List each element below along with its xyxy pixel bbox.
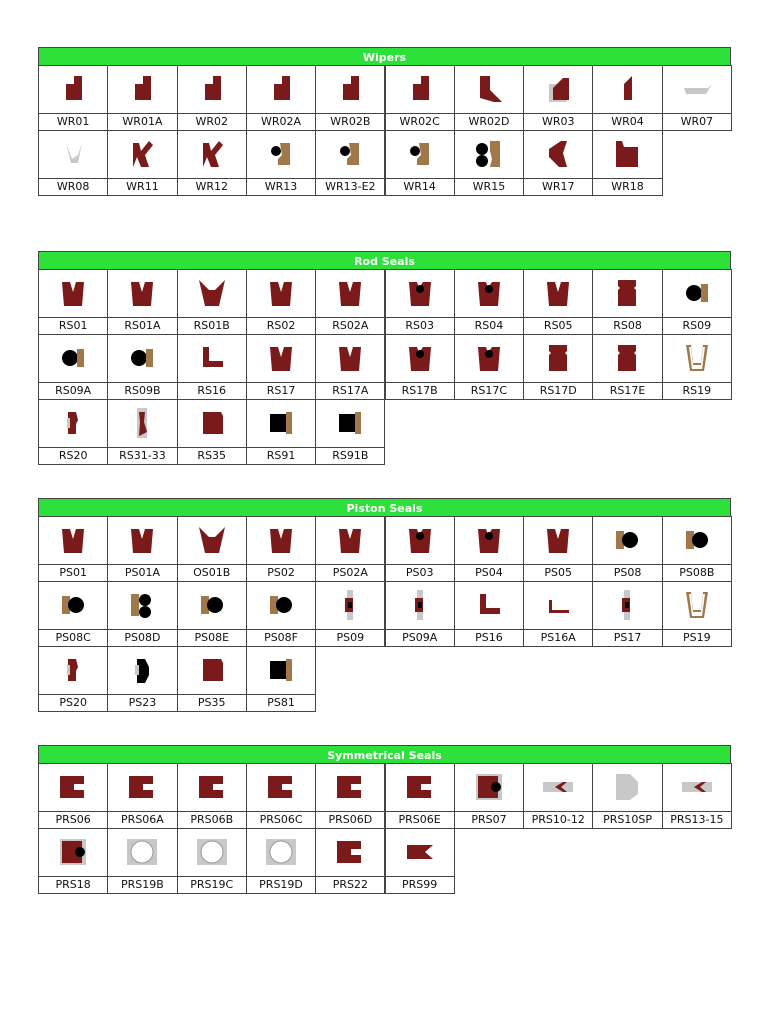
seal-label: PS09	[316, 629, 384, 646]
c-profile-seal-icon	[266, 772, 296, 802]
seal-item[interactable]	[177, 130, 247, 196]
step-oring-seal-icon	[197, 590, 227, 620]
seal-label: RS17E	[593, 382, 661, 399]
wiper-profile-icon	[58, 74, 88, 104]
c-profile-seal-icon	[58, 772, 88, 802]
seal-label: PS09A	[386, 629, 454, 646]
seal-label: WR02D	[455, 113, 523, 130]
step-oring-seal-icon	[682, 525, 712, 555]
seal-item[interactable]	[315, 130, 385, 196]
seal-label: RS20	[39, 447, 107, 464]
section-piston-seals	[38, 498, 731, 712]
wiper-cased-icon	[543, 74, 573, 104]
seal-label: PS02	[247, 564, 315, 581]
wiper-profile-icon	[266, 74, 296, 104]
u-cup-oring-icon	[474, 278, 504, 308]
square-seal-icon	[197, 655, 227, 685]
wiper-profile-icon	[405, 74, 435, 104]
seal-item[interactable]	[454, 130, 524, 196]
seal-label: PS03	[386, 564, 454, 581]
seal-label: RS17C	[455, 382, 523, 399]
seal-label: RS09B	[108, 382, 176, 399]
seal-label: PRS07	[455, 811, 523, 828]
block-seal-icon	[612, 343, 642, 373]
seal-label: PRS19C	[178, 876, 246, 893]
seal-label: RS17A	[316, 382, 384, 399]
l-profile-seal-icon	[474, 590, 504, 620]
seal-item[interactable]	[246, 130, 316, 196]
seal-label: WR02B	[316, 113, 384, 130]
u-cup-seal-icon	[127, 525, 157, 555]
step-oring-seal-icon	[266, 590, 296, 620]
wiper-large-lip-icon	[474, 74, 504, 104]
seal-label: PS19	[663, 629, 731, 646]
flag-seal-icon	[405, 837, 435, 867]
u-cup-oring-icon	[405, 525, 435, 555]
u-cup-oring-icon	[474, 525, 504, 555]
seal-label: PRS13-15	[663, 811, 731, 828]
seal-label: PS16	[455, 629, 523, 646]
v-seal-icon	[197, 525, 227, 555]
seal-item[interactable]	[523, 130, 593, 196]
seal-item[interactable]	[385, 763, 455, 829]
seal-label: RS31-33	[108, 447, 176, 464]
section-wipers	[38, 47, 731, 196]
seal-label: RS91	[247, 447, 315, 464]
seal-item[interactable]	[523, 763, 593, 829]
seal-item[interactable]	[523, 269, 593, 335]
seal-label: RS17B	[386, 382, 454, 399]
seal-item[interactable]	[385, 581, 455, 647]
seal-label: RS05	[524, 317, 592, 334]
seal-label: RS02A	[316, 317, 384, 334]
c-profile-seal-icon	[335, 837, 365, 867]
oring-step-seal-icon	[682, 278, 712, 308]
compact-piston-seal-icon	[612, 590, 642, 620]
u-cup-seal-icon	[266, 343, 296, 373]
seal-label: PS01	[39, 564, 107, 581]
grey-ring-seal-icon	[197, 837, 227, 867]
grey-ring-seal-icon	[127, 837, 157, 867]
seal-label: RS91B	[316, 447, 384, 464]
seal-label: WR02C	[386, 113, 454, 130]
compact-piston-seal-icon	[335, 590, 365, 620]
seal-item[interactable]	[38, 516, 108, 582]
seal-item[interactable]	[315, 516, 385, 582]
seal-label: RS03	[386, 317, 454, 334]
seal-item[interactable]	[38, 399, 108, 465]
seal-label: PRS06B	[178, 811, 246, 828]
seal-label: PS08B	[663, 564, 731, 581]
step-oring-seal-icon	[612, 525, 642, 555]
section-symmetrical-seals	[38, 745, 731, 894]
u-cup-seal-icon	[58, 278, 88, 308]
seal-item[interactable]	[107, 269, 177, 335]
wiper-oring-energized-icon	[405, 139, 435, 169]
seal-item[interactable]	[38, 581, 108, 647]
seal-label: WR01	[39, 113, 107, 130]
seal-item[interactable]	[385, 269, 455, 335]
small-block-seal-icon	[58, 655, 88, 685]
seal-label: PS08F	[247, 629, 315, 646]
seal-label: PS81	[247, 694, 315, 711]
wiper-double-oring-icon	[474, 139, 504, 169]
section-rod-seals	[38, 251, 731, 465]
u-cup-seal-icon	[543, 278, 573, 308]
seal-label: RS16	[178, 382, 246, 399]
item-grid	[38, 270, 731, 465]
item-grid	[38, 66, 731, 196]
seal-item[interactable]	[177, 399, 247, 465]
seal-item[interactable]	[592, 269, 662, 335]
small-block-seal-icon	[58, 408, 88, 438]
seal-label: RS17D	[524, 382, 592, 399]
seal-label: WR11	[108, 178, 176, 195]
wiper-grey-flat-icon	[682, 74, 712, 104]
seal-label: PRS22	[316, 876, 384, 893]
seal-item[interactable]	[38, 763, 108, 829]
seal-item[interactable]	[454, 334, 524, 400]
seal-item[interactable]	[246, 269, 316, 335]
u-cup-seal-icon	[266, 525, 296, 555]
seal-item[interactable]	[38, 65, 108, 131]
seal-item[interactable]	[246, 399, 316, 465]
seal-label: WR02A	[247, 113, 315, 130]
black-block-seal-icon	[335, 408, 365, 438]
seal-item[interactable]	[315, 65, 385, 131]
seal-item[interactable]	[454, 516, 524, 582]
seal-item[interactable]	[177, 646, 247, 712]
seal-item[interactable]	[107, 763, 177, 829]
seal-item[interactable]	[454, 763, 524, 829]
seal-item[interactable]	[385, 65, 455, 131]
wiper-double-lip-icon	[197, 139, 227, 169]
seal-item[interactable]	[107, 581, 177, 647]
seal-label: WR08	[39, 178, 107, 195]
seal-item[interactable]	[315, 828, 385, 894]
u-cup-seal-icon	[58, 525, 88, 555]
seal-item[interactable]	[107, 399, 177, 465]
seal-label: RS17	[247, 382, 315, 399]
wiper-grey-v-icon	[58, 139, 88, 169]
seal-label: PS05	[524, 564, 592, 581]
grey-ring-seal-icon	[266, 837, 296, 867]
seal-item[interactable]	[177, 269, 247, 335]
seal-item[interactable]	[523, 65, 593, 131]
seal-item[interactable]	[592, 130, 662, 196]
seal-item[interactable]	[177, 581, 247, 647]
seal-item[interactable]	[246, 65, 316, 131]
u-cup-seal-icon	[543, 525, 573, 555]
seal-label: WR15	[455, 178, 523, 195]
seal-label: PS04	[455, 564, 523, 581]
seal-item[interactable]	[385, 828, 455, 894]
grey-chevron-seal-icon	[682, 772, 712, 802]
u-cup-oring-icon	[405, 343, 435, 373]
seal-item[interactable]	[38, 646, 108, 712]
seal-item[interactable]	[177, 516, 247, 582]
item-grid	[38, 517, 731, 712]
seal-item[interactable]	[523, 581, 593, 647]
seal-label: PRS99	[386, 876, 454, 893]
seal-item[interactable]	[454, 581, 524, 647]
seal-label: PRS18	[39, 876, 107, 893]
section-header: Piston Seals	[38, 498, 731, 517]
seal-label: PS20	[39, 694, 107, 711]
seal-label: WR04	[593, 113, 661, 130]
seal-item[interactable]	[107, 334, 177, 400]
seal-label: WR03	[524, 113, 592, 130]
l-profile-seal-icon	[197, 343, 227, 373]
tall-stack-seal-icon	[127, 408, 157, 438]
seal-item[interactable]	[107, 646, 177, 712]
seal-item[interactable]	[385, 334, 455, 400]
wiper-slim-icon	[612, 74, 642, 104]
black-block-seal-icon	[266, 655, 296, 685]
seal-item[interactable]	[662, 763, 732, 829]
black-bead-seal-icon	[127, 655, 157, 685]
seal-label: PS08C	[39, 629, 107, 646]
u-cup-seal-icon	[335, 343, 365, 373]
seal-item[interactable]	[38, 334, 108, 400]
section-header: Symmetrical Seals	[38, 745, 731, 764]
seal-item[interactable]	[177, 763, 247, 829]
seal-item[interactable]	[662, 581, 732, 647]
seal-label: PRS06D	[316, 811, 384, 828]
seal-label: PRS06C	[247, 811, 315, 828]
seal-item[interactable]	[385, 130, 455, 196]
seal-label: PRS06A	[108, 811, 176, 828]
seal-item[interactable]	[662, 334, 732, 400]
u-cup-seal-icon	[266, 278, 296, 308]
seal-label: WR07	[663, 113, 731, 130]
seal-label: PS02A	[316, 564, 384, 581]
c-profile-oring-icon	[474, 772, 504, 802]
grey-block-seal-icon	[612, 772, 642, 802]
seal-item[interactable]	[38, 828, 108, 894]
seal-label: PS23	[108, 694, 176, 711]
v-seal-icon	[197, 278, 227, 308]
seal-item[interactable]	[246, 516, 316, 582]
seal-item[interactable]	[385, 516, 455, 582]
block-seal-icon	[543, 343, 573, 373]
oring-step-seal-icon	[127, 343, 157, 373]
seal-label: WR17	[524, 178, 592, 195]
seal-label: PRS19D	[247, 876, 315, 893]
seal-item[interactable]	[662, 269, 732, 335]
wiper-double-lip-icon	[127, 139, 157, 169]
seal-item[interactable]	[315, 269, 385, 335]
seal-item[interactable]	[315, 763, 385, 829]
seal-item[interactable]	[107, 130, 177, 196]
wiper-profile-icon	[127, 74, 157, 104]
v-ring-outline-icon	[682, 343, 712, 373]
seal-item[interactable]	[246, 581, 316, 647]
section-header: Rod Seals	[38, 251, 731, 270]
v-ring-outline-icon	[682, 590, 712, 620]
seal-item[interactable]	[107, 65, 177, 131]
seal-item[interactable]	[592, 516, 662, 582]
u-cup-oring-icon	[405, 278, 435, 308]
black-block-seal-icon	[266, 408, 296, 438]
seal-label: PS17	[593, 629, 661, 646]
c-profile-seal-icon	[335, 772, 365, 802]
u-cup-seal-icon	[335, 278, 365, 308]
compact-piston-seal-icon	[405, 590, 435, 620]
seal-item[interactable]	[315, 581, 385, 647]
seal-label: PRS10-12	[524, 811, 592, 828]
seal-label: WR02	[178, 113, 246, 130]
seal-item[interactable]	[107, 516, 177, 582]
seal-label: RS02	[247, 317, 315, 334]
wiper-oring-energized-icon	[266, 139, 296, 169]
seal-item[interactable]	[592, 334, 662, 400]
seal-item[interactable]	[315, 399, 385, 465]
wiper-profile-icon	[335, 74, 365, 104]
seal-label: WR13-E2	[316, 178, 384, 195]
seal-item[interactable]	[454, 269, 524, 335]
seal-item[interactable]	[177, 828, 247, 894]
u-cup-seal-icon	[127, 278, 157, 308]
seal-item[interactable]	[246, 763, 316, 829]
seal-item[interactable]	[246, 646, 316, 712]
oring-step-seal-icon	[58, 343, 88, 373]
step-oring-seal-icon	[58, 590, 88, 620]
seal-item[interactable]	[662, 65, 732, 131]
seal-label: PS01A	[108, 564, 176, 581]
seal-label: PRS06	[39, 811, 107, 828]
seal-label: WR12	[178, 178, 246, 195]
seal-label: WR18	[593, 178, 661, 195]
wiper-angled-icon	[543, 139, 573, 169]
seal-label: RS01B	[178, 317, 246, 334]
seal-label: WR01A	[108, 113, 176, 130]
item-grid	[38, 764, 731, 894]
seal-item[interactable]	[592, 581, 662, 647]
section-header: Wipers	[38, 47, 731, 66]
wiper-oring-energized-icon	[335, 139, 365, 169]
seal-label: RS09	[663, 317, 731, 334]
seal-label: RS04	[455, 317, 523, 334]
seal-label: RS09A	[39, 382, 107, 399]
block-seal-icon	[612, 278, 642, 308]
wiper-large-block-icon	[612, 139, 642, 169]
seal-item[interactable]	[662, 516, 732, 582]
grey-chevron-seal-icon	[543, 772, 573, 802]
square-seal-icon	[197, 408, 227, 438]
c-profile-seal-icon	[127, 772, 157, 802]
seal-label: PS35	[178, 694, 246, 711]
seal-label: PRS06E	[386, 811, 454, 828]
seal-label: PS08E	[178, 629, 246, 646]
seal-item[interactable]	[592, 763, 662, 829]
seal-item[interactable]	[523, 334, 593, 400]
seal-item[interactable]	[177, 334, 247, 400]
u-cup-oring-icon	[474, 343, 504, 373]
seal-label: RS08	[593, 317, 661, 334]
seal-label: OS01B	[178, 564, 246, 581]
seal-item[interactable]	[523, 516, 593, 582]
seal-label: PRS10SP	[593, 811, 661, 828]
seal-item[interactable]	[107, 828, 177, 894]
seal-item[interactable]	[592, 65, 662, 131]
seal-label: RS35	[178, 447, 246, 464]
seal-item[interactable]	[454, 65, 524, 131]
seal-item[interactable]	[38, 130, 108, 196]
seal-label: PS08	[593, 564, 661, 581]
seal-item[interactable]	[177, 65, 247, 131]
step-double-oring-icon	[127, 590, 157, 620]
seal-label: RS01A	[108, 317, 176, 334]
c-profile-oring-icon	[58, 837, 88, 867]
wiper-profile-icon	[197, 74, 227, 104]
seal-label: RS01	[39, 317, 107, 334]
seal-item[interactable]	[315, 334, 385, 400]
seal-label: WR13	[247, 178, 315, 195]
seal-item[interactable]	[246, 828, 316, 894]
seal-label: WR14	[386, 178, 454, 195]
seal-label: PS08D	[108, 629, 176, 646]
seal-item[interactable]	[38, 269, 108, 335]
seal-label: PRS19B	[108, 876, 176, 893]
u-cup-seal-icon	[335, 525, 365, 555]
seal-item[interactable]	[246, 334, 316, 400]
seal-label: RS19	[663, 382, 731, 399]
seal-label: PS16A	[524, 629, 592, 646]
c-profile-seal-icon	[197, 772, 227, 802]
c-profile-seal-icon	[405, 772, 435, 802]
l-profile-thin-icon	[543, 590, 573, 620]
